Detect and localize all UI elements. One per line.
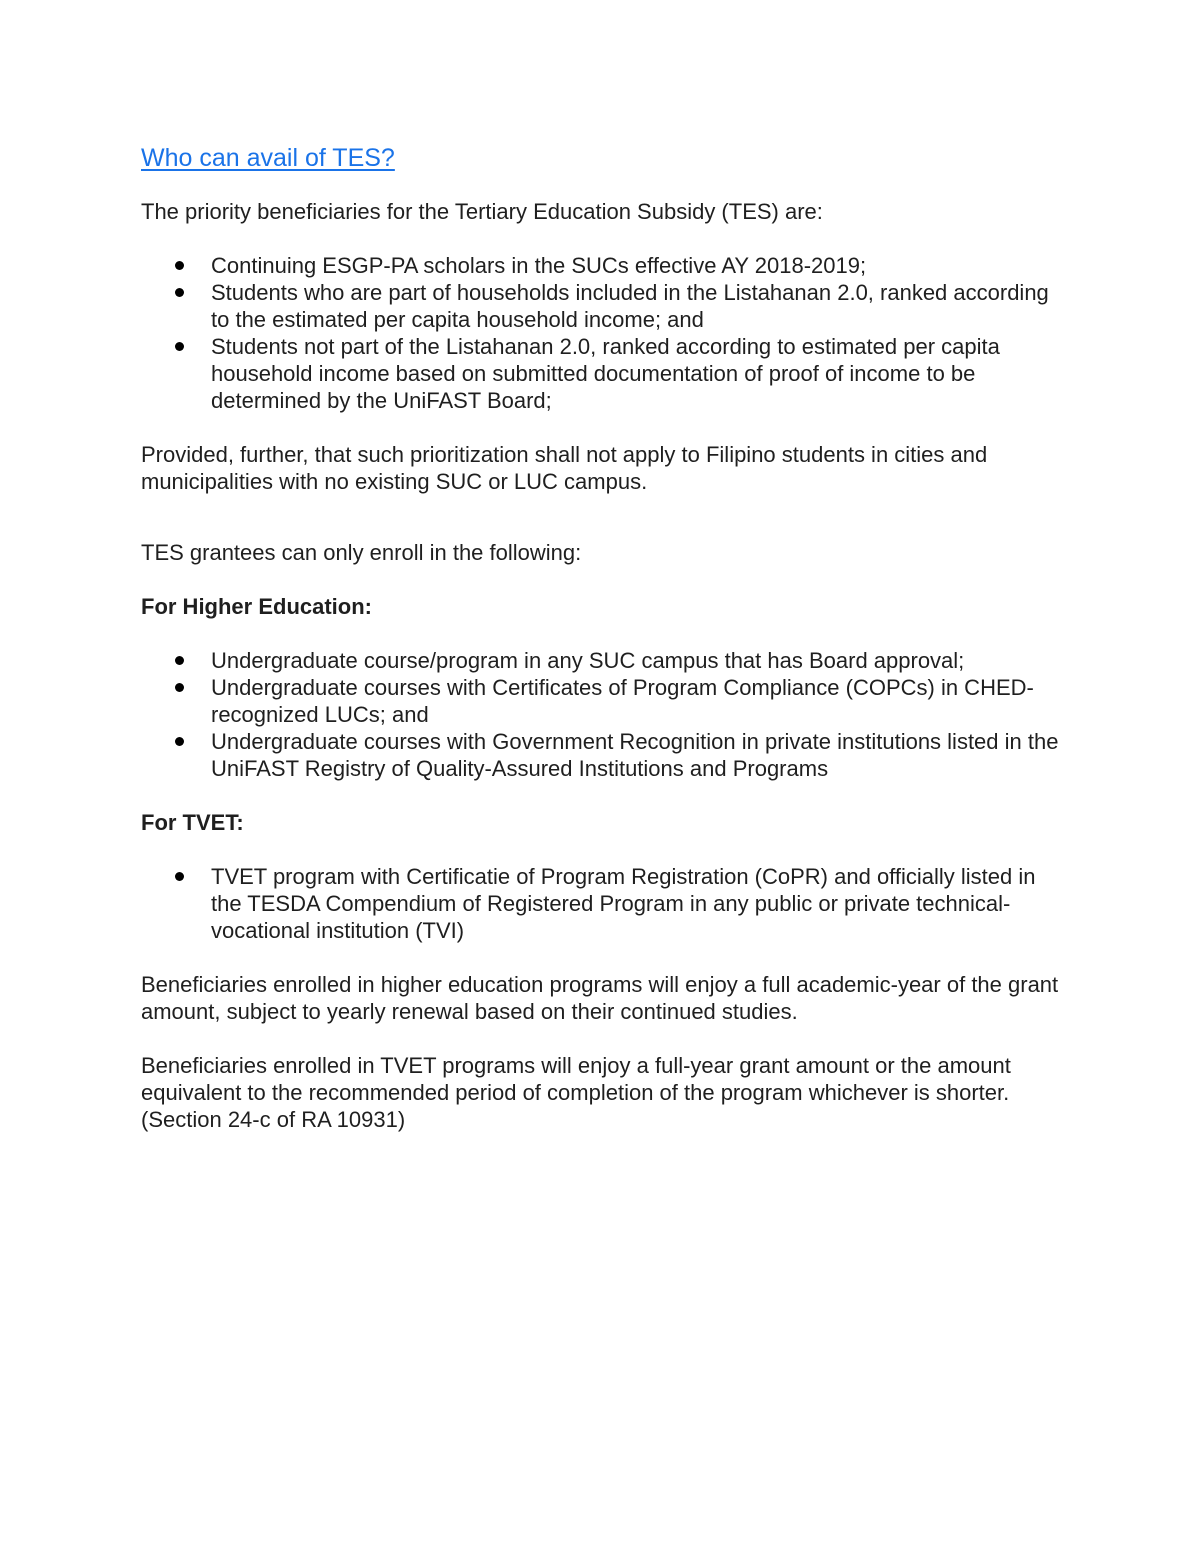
priority-beneficiaries-list: [141, 252, 1061, 414]
higher-education-heading: For Higher Education:: [141, 594, 372, 619]
spacer: [141, 1025, 1061, 1052]
page-title-link[interactable]: Who can avail of TES?: [141, 144, 395, 172]
bullet-icon: [175, 288, 184, 297]
higher-education-list: [141, 647, 1061, 782]
list-item-text: Undergraduate courses with Certificates of Program Compliance (COPCs) in CHED-recognized LUCs; and: [211, 675, 1034, 727]
spacer: [141, 414, 1061, 441]
list-item-text: Undergraduate courses with Government Recognition in private institutions listed in the UniFAST Registry of Quality-Assured Institutions and Programs: [211, 729, 1059, 781]
list-item: [141, 279, 1061, 333]
list-item-text: Continuing ESGP-PA scholars in the SUCs effective AY 2018-2019;: [211, 253, 867, 278]
spacer: [141, 944, 1061, 971]
list-item-text: Students who are part of households included in the Listahanan 2.0, ranked according to the estimated per capita household income; and: [211, 280, 1049, 332]
bullet-icon: [175, 872, 184, 881]
tvet-list: [141, 863, 1061, 944]
higher-education-benefit-paragraph: Beneficiaries enrolled in higher education programs will enjoy a full academic-year of the grant amount, subject to yearly renewal based on their continued studies.: [141, 972, 1059, 1024]
list-item: [141, 252, 1061, 279]
list-item: [141, 863, 1061, 944]
list-item: [141, 674, 1061, 728]
bullet-icon: [175, 342, 184, 351]
tvet-heading: For TVET:: [141, 810, 244, 835]
enroll-intro-paragraph: TES grantees can only enroll in the following:: [141, 540, 582, 565]
tvet-benefit-paragraph: Beneficiaries enrolled in TVET programs will enjoy a full-year grant amount or the amount equivalent to the recommended period of completion of the program whichever is shorter. (Section 24-c of RA 10931): [141, 1053, 1011, 1132]
spacer: [141, 620, 1061, 647]
list-item: [141, 333, 1061, 414]
bullet-icon: [175, 261, 184, 270]
spacer: [141, 225, 1061, 252]
list-item-text: TVET program with Certificatie of Program Registration (CoPR) and officially listed in the TESDA Compendium of Registered Program in any public or private technical-vocational institution (TVI): [211, 864, 1036, 943]
list-item-text: Students not part of the Listahanan 2.0, ranked according to estimated per capita household income based on submitted documentation of proof of income to be determined by the UniFAST Board;: [211, 334, 1000, 413]
proviso-paragraph: Provided, further, that such prioritization shall not apply to Filipino students in cities and municipalities with no existing SUC or LUC campus.: [141, 442, 988, 494]
list-item-text: Undergraduate course/program in any SUC campus that has Board approval;: [211, 648, 965, 673]
bullet-icon: [175, 683, 184, 692]
spacer: [141, 782, 1061, 809]
list-item: [141, 728, 1061, 782]
spacer: [141, 836, 1061, 863]
bullet-icon: [175, 656, 184, 665]
document-page: [141, 143, 1061, 1133]
spacer: [141, 566, 1061, 593]
list-item: [141, 647, 1061, 674]
bullet-icon: [175, 737, 184, 746]
spacer: [141, 495, 1061, 539]
intro-paragraph: The priority beneficiaries for the Tertiary Education Subsidy (TES) are:: [141, 199, 823, 224]
